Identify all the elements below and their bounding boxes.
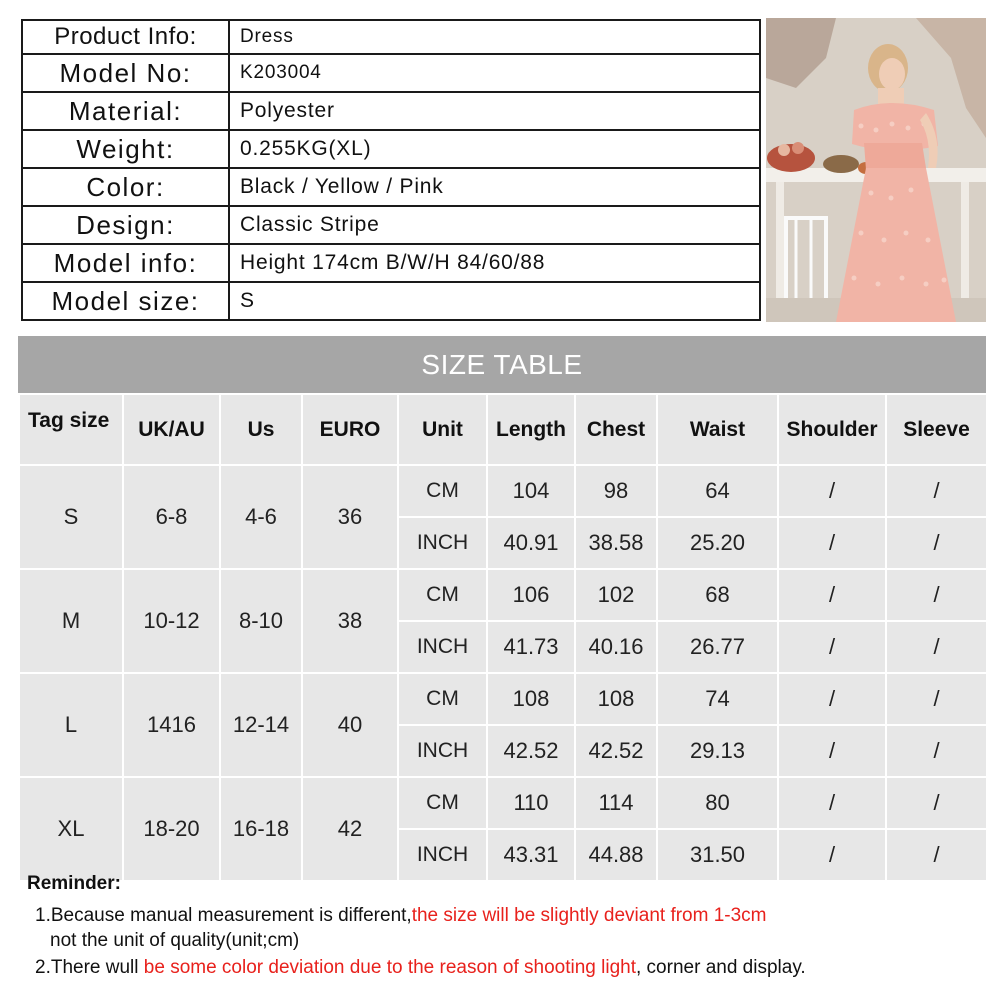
us-cell: 8-10 <box>220 569 302 673</box>
info-row-material <box>22 92 760 130</box>
shoulder-cell: / <box>778 621 886 673</box>
length-cell: 104 <box>487 465 575 517</box>
info-row-model-no <box>22 54 760 92</box>
reminder-line-2-highlight: be some color deviation due to the reason of shooting light <box>143 957 636 978</box>
us-cell: 4-6 <box>220 465 302 569</box>
info-label: Design: <box>22 206 229 244</box>
product-info-table <box>21 19 761 321</box>
euro-cell: 38 <box>302 569 398 673</box>
unit-cell: CM <box>398 777 487 829</box>
length-cell: 40.91 <box>487 517 575 569</box>
reminder-section <box>27 873 987 980</box>
uk-au-cell: 1416 <box>123 673 220 777</box>
unit-cell: INCH <box>398 725 487 777</box>
header-chest: Chest <box>575 394 657 465</box>
shoulder-cell: / <box>778 673 886 725</box>
info-row-product <box>22 20 760 54</box>
reminder-line-2-end: , corner and display. <box>636 957 806 978</box>
reminder-line-1 <box>27 903 987 928</box>
info-row-model-info <box>22 244 760 282</box>
info-value: Black / Yellow / Pink <box>229 168 760 206</box>
euro-cell: 42 <box>302 777 398 881</box>
info-value: Height 174cm B/W/H 84/60/88 <box>229 244 760 282</box>
unit-cell: INCH <box>398 517 487 569</box>
shoulder-cell: / <box>778 517 886 569</box>
waist-cell: 74 <box>657 673 778 725</box>
waist-cell: 68 <box>657 569 778 621</box>
reminder-line-2 <box>27 955 987 980</box>
chest-cell: 40.16 <box>575 621 657 673</box>
info-label: Model No: <box>22 54 229 92</box>
length-cell: 42.52 <box>487 725 575 777</box>
waist-cell: 31.50 <box>657 829 778 881</box>
tag-size-cell: M <box>19 569 123 673</box>
header-unit: Unit <box>398 394 487 465</box>
header-shoulder: Shoulder <box>778 394 886 465</box>
sleeve-cell: / <box>886 569 987 621</box>
tag-size-cell: S <box>19 465 123 569</box>
sleeve-cell: / <box>886 517 987 569</box>
info-label: Weight: <box>22 130 229 168</box>
unit-cell: CM <box>398 673 487 725</box>
info-label: Model info: <box>22 244 229 282</box>
waist-cell: 26.77 <box>657 621 778 673</box>
info-value: K203004 <box>229 54 760 92</box>
size-row-l-cm <box>19 673 987 725</box>
info-row-model-size <box>22 282 760 320</box>
chest-cell: 114 <box>575 777 657 829</box>
euro-cell: 36 <box>302 465 398 569</box>
tag-size-cell: L <box>19 673 123 777</box>
reminder-line-1-continued: not the unit of quality(unit;cm) <box>50 930 300 951</box>
chest-cell: 108 <box>575 673 657 725</box>
reminder-line-1-highlight: the size will be slightly deviant from 1-3cm <box>411 905 767 926</box>
shoulder-cell: / <box>778 829 886 881</box>
chest-cell: 38.58 <box>575 517 657 569</box>
waist-cell: 25.20 <box>657 517 778 569</box>
shoulder-cell: / <box>778 725 886 777</box>
unit-cell: CM <box>398 465 487 517</box>
info-value: Polyester <box>229 92 760 130</box>
sleeve-cell: / <box>886 725 987 777</box>
tag-size-cell: XL <box>19 777 123 881</box>
shoulder-cell: / <box>778 465 886 517</box>
model-photo <box>766 18 986 322</box>
header-uk-au: UK/AU <box>123 394 220 465</box>
length-cell: 108 <box>487 673 575 725</box>
chest-cell: 42.52 <box>575 725 657 777</box>
uk-au-cell: 18-20 <box>123 777 220 881</box>
info-label: Material: <box>22 92 229 130</box>
info-label: Color: <box>22 168 229 206</box>
reminder-title: Reminder: <box>27 873 121 894</box>
info-value: Classic Stripe <box>229 206 760 244</box>
info-row-weight <box>22 130 760 168</box>
length-cell: 41.73 <box>487 621 575 673</box>
shoulder-cell: / <box>778 569 886 621</box>
reminder-line-2-start: 2.There wull <box>35 957 144 978</box>
euro-cell: 40 <box>302 673 398 777</box>
uk-au-cell: 10-12 <box>123 569 220 673</box>
info-value: Dress <box>229 20 760 54</box>
info-row-design <box>22 206 760 244</box>
info-row-color <box>22 168 760 206</box>
length-cell: 106 <box>487 569 575 621</box>
length-cell: 43.31 <box>487 829 575 881</box>
sleeve-cell: / <box>886 621 987 673</box>
info-value: 0.255KG(XL) <box>229 130 760 168</box>
chest-cell: 102 <box>575 569 657 621</box>
us-cell: 12-14 <box>220 673 302 777</box>
waist-cell: 64 <box>657 465 778 517</box>
model-photo-illustration <box>766 18 986 322</box>
size-table-title: SIZE TABLE <box>18 336 986 393</box>
sleeve-cell: / <box>886 673 987 725</box>
length-cell: 110 <box>487 777 575 829</box>
header-waist: Waist <box>657 394 778 465</box>
sleeve-cell: / <box>886 465 987 517</box>
header-us: Us <box>220 394 302 465</box>
sleeve-cell: / <box>886 777 987 829</box>
shoulder-cell: / <box>778 777 886 829</box>
uk-au-cell: 6-8 <box>123 465 220 569</box>
size-row-m-cm <box>19 569 987 621</box>
us-cell: 16-18 <box>220 777 302 881</box>
header-sleeve: Sleeve <box>886 394 987 465</box>
sleeve-cell: / <box>886 829 987 881</box>
header-length: Length <box>487 394 575 465</box>
reminder-line-1-text: 1.Because manual measurement is different, <box>35 905 412 926</box>
header-tag-size: Tag size <box>19 394 123 465</box>
size-row-xl-cm <box>19 777 987 829</box>
size-row-s-cm <box>19 465 987 517</box>
waist-cell: 29.13 <box>657 725 778 777</box>
unit-cell: INCH <box>398 829 487 881</box>
size-table <box>18 393 988 882</box>
info-value: S <box>229 282 760 320</box>
unit-cell: CM <box>398 569 487 621</box>
waist-cell: 80 <box>657 777 778 829</box>
chest-cell: 44.88 <box>575 829 657 881</box>
chest-cell: 98 <box>575 465 657 517</box>
header-euro: EURO <box>302 394 398 465</box>
unit-cell: INCH <box>398 621 487 673</box>
info-label: Model size: <box>22 282 229 320</box>
info-label: Product Info: <box>22 20 229 54</box>
size-table-header-row <box>19 394 987 465</box>
